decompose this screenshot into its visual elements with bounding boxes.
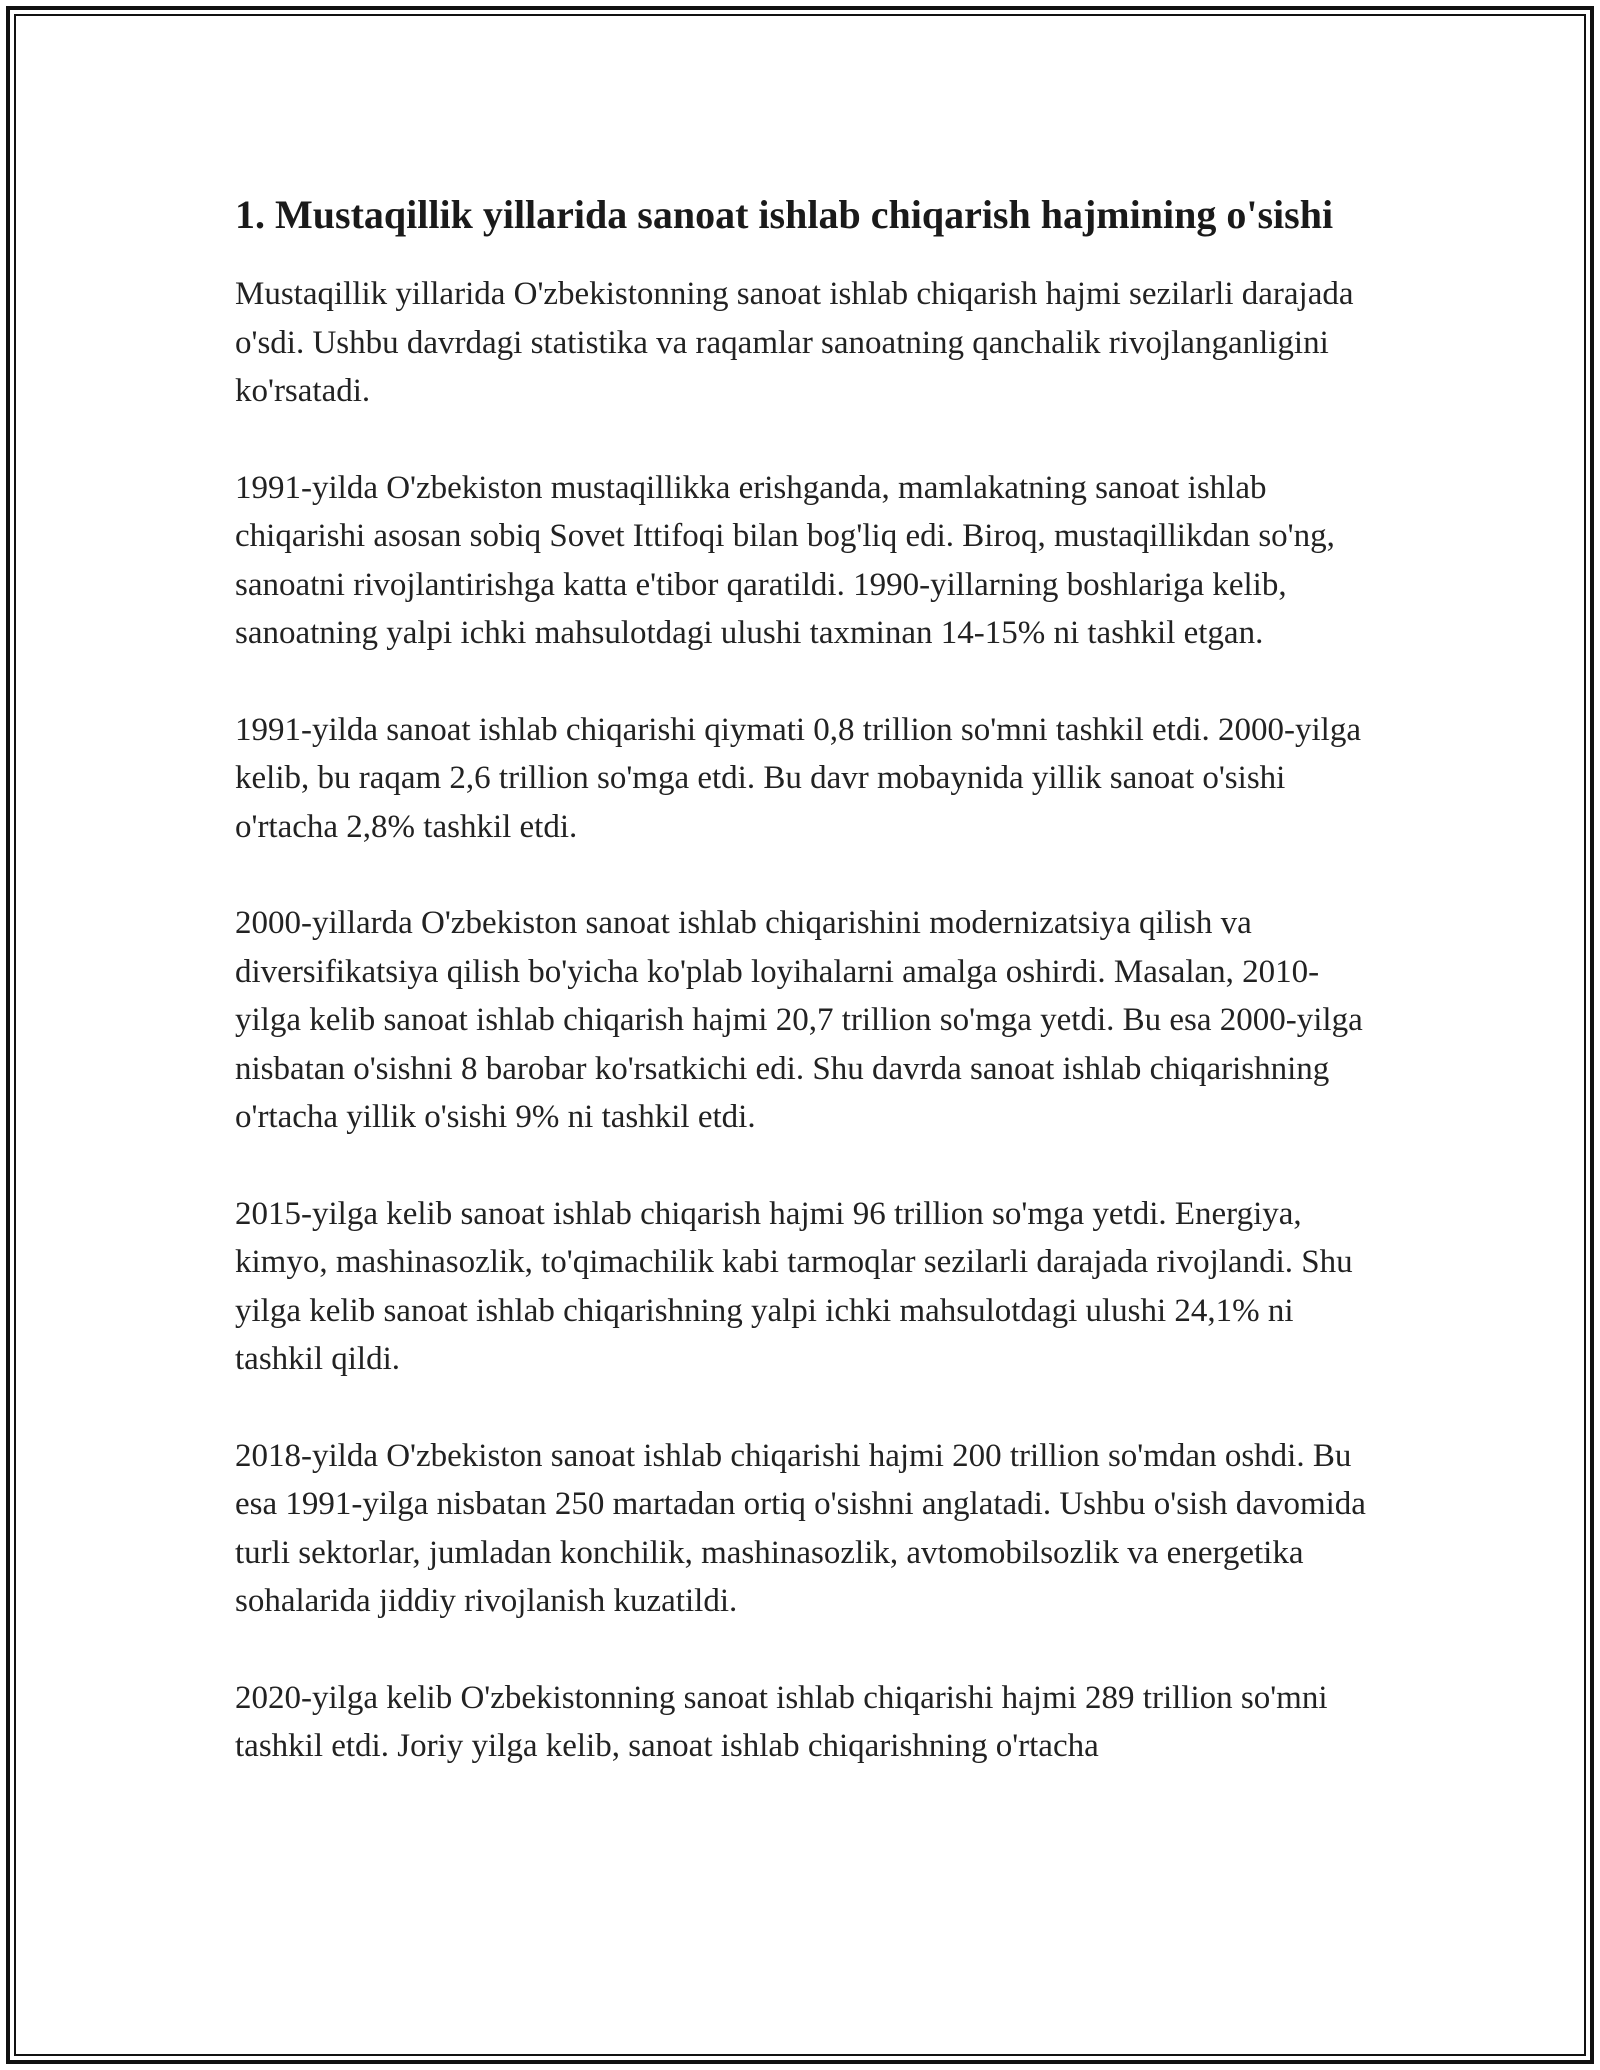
paragraph-intro: Mustaqillik yillarida O'zbekistonning sanoat ishlab chiqarish hajmi sezilarli darajada o'sdi. Ushbu davrdagi statistika va raqamlar sanoatning qanchalik rivojlanganligini ko'rsatadi. bbox=[235, 276, 1354, 409]
paragraph-1991-independence: 1991-yilda O'zbekiston mustaqillikka erishganda, mamlakatning sanoat ishlab chiqarishi asosan sobiq Sovet Ittifoqi bilan bog'liq edi. Biroq, mustaqillikdan so'ng, sanoatni rivojlantirishga katta e'tibor qaratildi. 1990-yillarning boshlariga kelib, sanoatning yalpi ichki mahsulotdagi ulushi taxminan 14-15% ni tashkil etgan. bbox=[235, 469, 1335, 651]
paragraph-2020-output: 2020-yilga kelib O'zbekistonning sanoat ishlab chiqarishi hajmi 289 trillion so'mni tashkil etdi. Joriy yilga kelib, sanoat ishlab chiqarishning o'rtacha bbox=[235, 1679, 1328, 1764]
paragraph-1991-2000-output: 1991-yilda sanoat ishlab chiqarishi qiymati 0,8 trillion so'mni tashkil etdi. 2000-yilga kelib, bu raqam 2,6 trillion so'mga etdi. Bu davr mobaynida yillik sanoat o'sishi o'rtacha 2,8% tashkil etdi. bbox=[235, 711, 1361, 845]
section-title: 1. Mustaqillik yillarida sanoat ishlab chiqarish hajmining o'sishi bbox=[235, 192, 1334, 237]
paragraph-2000s-modernization: 2000-yillarda O'zbekiston sanoat ishlab chiqarishini modernizatsiya qilish va diversifikatsiya qilish bo'yicha ko'plab loyihalarni amalga oshirdi. Masalan, 2010-yilga kelib sanoat ishlab chiqarish hajmi 20,7 trillion so'mga yetdi. Bu esa 2000-yilga nisbatan o'sishni 8 barobar ko'rsatkichi edi. Shu davrda sanoat ishlab chiqarishning o'rtacha yillik o'sishi 9% ni tashkil etdi. bbox=[235, 905, 1363, 1135]
paragraph-2015-output: 2015-yilga kelib sanoat ishlab chiqarish hajmi 96 trillion so'mga yetdi. Energiya, kimyo, mashinasozlik, to'qimachilik kabi tarmoqlar sezilarli darajada rivojlandi. Shu yilga kelib sanoat ishlab chiqarishning yalpi ichki mahsulotdagi ulushi 24,1% ni tashkil qildi. bbox=[235, 1195, 1353, 1377]
paragraph-2018-output: 2018-yilda O'zbekiston sanoat ishlab chiqarishi hajmi 200 trillion so'mdan oshdi. Bu esa 1991-yilga nisbatan 250 martadan ortiq o'sishni anglatadi. Ushbu o'sish davomida turli sektorlar, jumladan konchilik, mashinasozlik, avtomobilsozlik va energetika sohalarida jiddiy rivojlanish kuzatildi. bbox=[235, 1437, 1366, 1619]
document-body bbox=[235, 188, 1375, 1819]
